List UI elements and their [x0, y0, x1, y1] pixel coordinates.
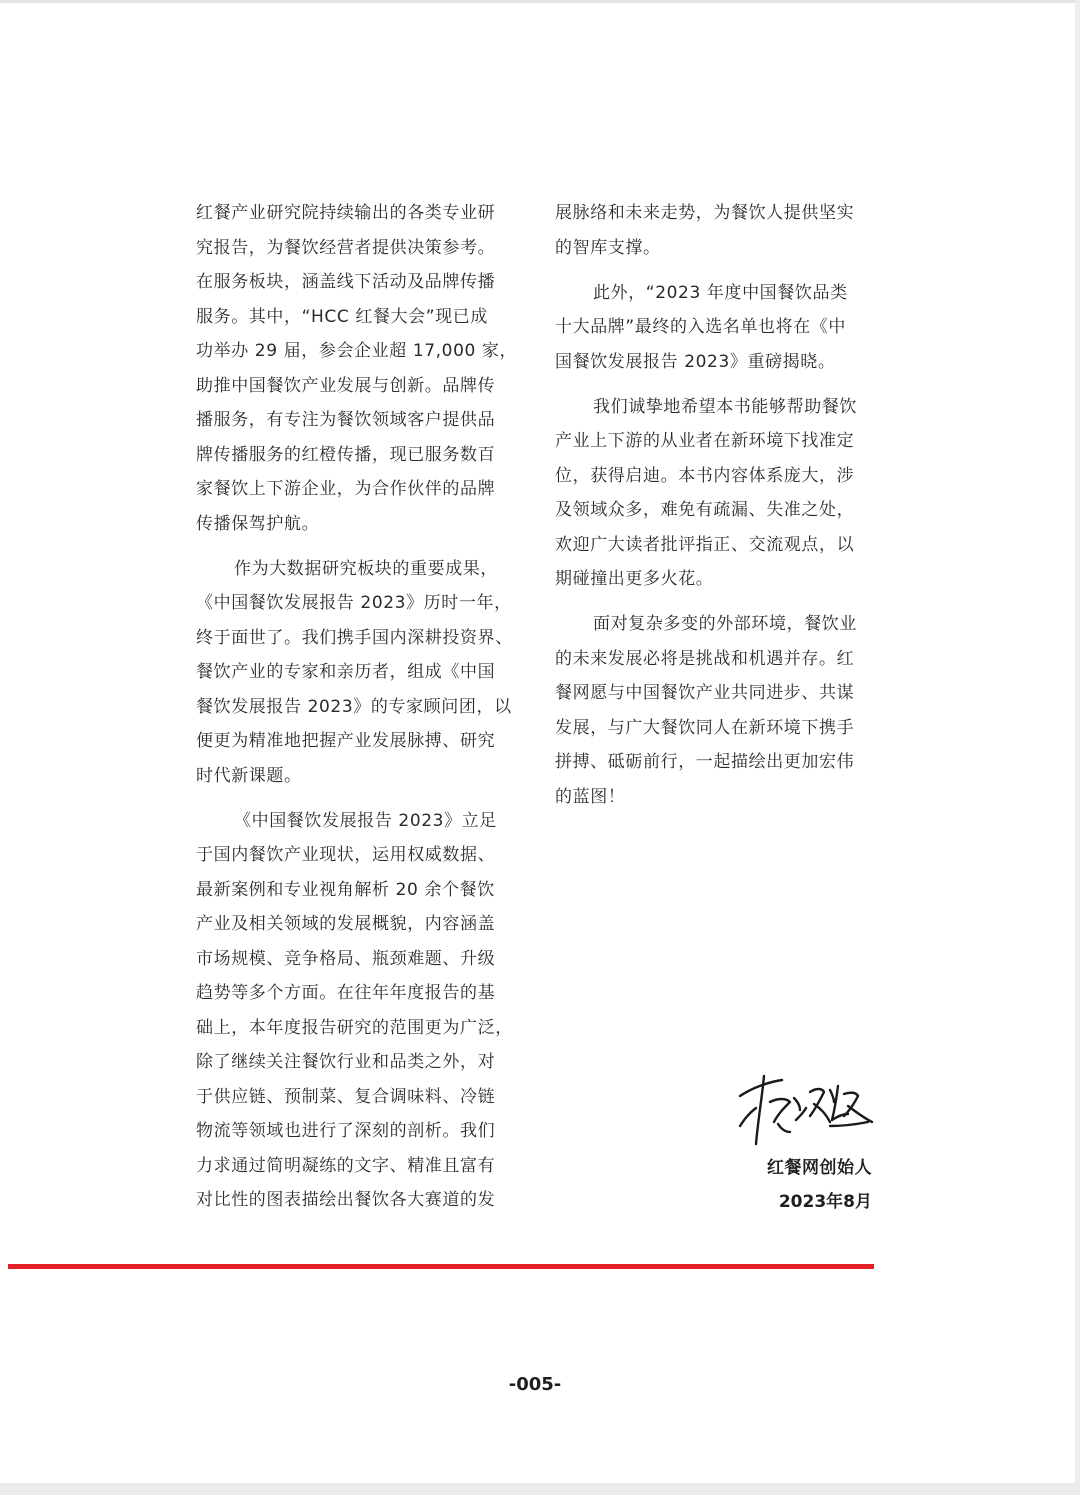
- body-text-line: 欢迎广大读者批评指正、交流观点，以: [555, 534, 855, 555]
- page-number: -005-: [508, 1374, 562, 1395]
- body-text-line: 助推中国餐饮产业发展与创新。品牌传: [196, 375, 496, 396]
- body-text-line: 《中国餐饮发展报告 2023》立足: [234, 810, 497, 831]
- body-text-line: 的蓝图！: [555, 786, 626, 807]
- body-text-line: 力求通过简明凝练的文字、精准且富有: [196, 1155, 496, 1176]
- body-text-line: 位，获得启迪。本书内容体系庞大，涉: [555, 465, 855, 486]
- body-text-line: 展脉络和未来走势，为餐饮人提供坚实: [555, 203, 855, 223]
- body-text-line: 拼搏、砥砺前行，一起描绘出更加宏伟: [555, 752, 855, 772]
- body-text-line: 《中国餐饮发展报告 2023》历时一年，: [196, 593, 512, 613]
- body-text-line: 国餐饮发展报告 2023》重磅揭晓。: [555, 351, 836, 372]
- page-edge-top: [0, 0, 1080, 3]
- body-text-line: 物流等领域也进行了深刻的剖析。我们: [196, 1121, 496, 1141]
- body-text-line: 面对复杂多变的外部环境，餐饮业: [593, 614, 857, 634]
- body-text-line: 在服务板块，涵盖线下活动及品牌传播: [196, 272, 496, 292]
- body-text-line: 期碰撞出更多火花。: [555, 569, 714, 589]
- body-text-line: 的智库支撑。: [555, 237, 661, 258]
- body-text-line: 此外，“2023 年度中国餐饮品类: [593, 282, 848, 303]
- body-text-line: 趋势等多个方面。在往年年度报告的基: [196, 983, 496, 1003]
- red-divider-rule: [8, 1264, 874, 1269]
- body-text-line: 餐饮发展报告 2023》的专家顾问团，以: [196, 696, 512, 717]
- paragraph-gap: [555, 379, 873, 390]
- body-text-line: 时代新课题。: [196, 765, 302, 786]
- body-text-line: 我们诚挚地希望本书能够帮助餐饮: [593, 396, 857, 417]
- body-text-line: 于国内餐饮产业现状，运用权威数据、: [196, 845, 496, 865]
- body-text-line: 产业上下游的从业者在新环境下找准定: [555, 431, 855, 451]
- body-text-line: 作为大数据研究板块的重要成果，: [234, 558, 498, 579]
- body-text-line: 的未来发展必将是挑战和机遇并存。红: [555, 648, 855, 669]
- body-text-line: 市场规模、竞争格局、瓶颈难题、升级: [196, 948, 496, 969]
- body-text-line: 传播保驾护航。: [196, 513, 320, 534]
- body-text-line: 础上，本年度报告研究的范围更为广泛，: [196, 1017, 513, 1038]
- right-text-column: [555, 196, 873, 814]
- body-text-line: 十大品牌”最终的入选名单也将在《中: [555, 317, 847, 337]
- body-text-line: 除了继续关注餐饮行业和品类之外，对: [196, 1052, 496, 1072]
- body-text-line: 及领域众多，难免有疏漏、失准之处，: [555, 500, 855, 520]
- body-text-line: 便更为精准地把握产业发展脉搏、研究: [196, 731, 496, 751]
- page-edge-right: [1075, 0, 1080, 1495]
- body-text-line: 牌传播服务的红橙传播，现已服务数百: [196, 444, 496, 465]
- body-text-line: 产业及相关领域的发展概貌，内容涵盖: [196, 914, 496, 934]
- body-text-line: 服务。其中，“HCC 红餐大会”现已成: [196, 306, 488, 327]
- body-text-line: 发展，与广大餐饮同人在新环境下携手: [555, 717, 855, 738]
- paragraph-gap: [555, 265, 873, 276]
- body-text-line: 餐饮产业的专家和亲历者，组成《中国: [196, 662, 496, 682]
- body-text-line: 红餐产业研究院持续输出的各类专业研: [196, 203, 496, 223]
- paragraph-gap: [196, 793, 518, 804]
- left-text-column: [196, 196, 518, 1218]
- handwritten-signature: [734, 1068, 876, 1150]
- body-text-line: 餐网愿与中国餐饮产业共同进步、共谋: [555, 683, 855, 703]
- body-text-line: 功举办 29 届，参会企业超 17,000 家，: [196, 341, 518, 361]
- paragraph-gap: [555, 597, 873, 608]
- body-text-line: 究报告，为餐饮经营者提供决策参考。: [196, 237, 496, 258]
- body-text-line: 对比性的图表描绘出餐饮各大赛道的发: [196, 1190, 496, 1210]
- body-text-line: 家餐饮上下游企业，为合作伙伴的品牌: [196, 479, 496, 499]
- body-text-line: 终于面世了。我们携手国内深耕投资界、: [196, 627, 513, 648]
- body-text-line: 于供应链、预制菜、复合调味料、冷链: [196, 1086, 496, 1107]
- page-edge-bottom: [0, 1483, 1080, 1495]
- signer-date: 2023年8月: [778, 1192, 872, 1212]
- body-text-line: 播服务，有专注为餐饮领域客户提供品: [196, 410, 496, 430]
- signer-title: 红餐网创始人: [767, 1158, 872, 1178]
- paragraph-gap: [196, 541, 518, 552]
- body-text-line: 最新案例和专业视角解析 20 余个餐饮: [196, 879, 495, 900]
